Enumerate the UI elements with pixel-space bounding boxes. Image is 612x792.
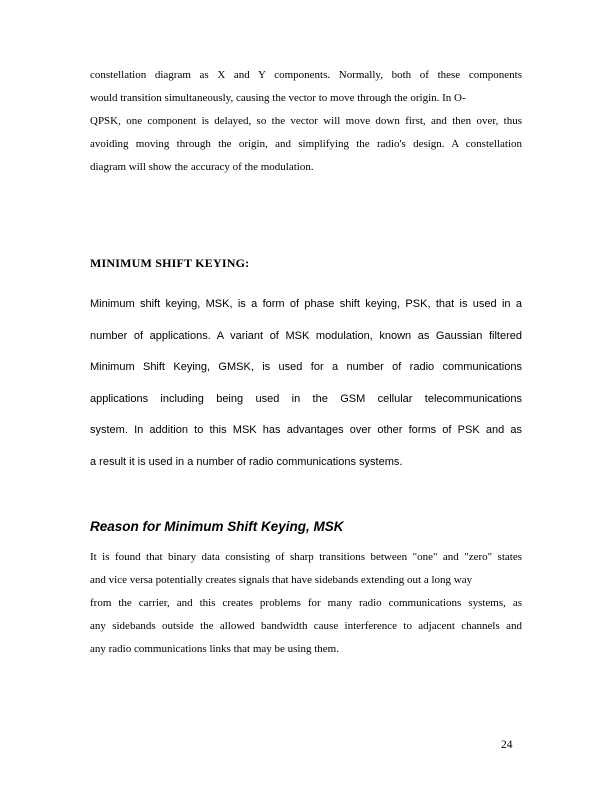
text-line: It is found that binary data consisting of sharp transitions between "one" and "zero" states	[90, 551, 522, 563]
text-line: any sidebands outside the allowed bandwidth cause interference to adjacent channels and	[90, 620, 522, 632]
text-line: applications including being used in the GSM cellular telecommunications	[90, 392, 522, 405]
text-line: avoiding moving through the origin, and simplifying the radio's design. A constellation	[90, 138, 522, 150]
text-line: diagram will show the accuracy of the modulation.	[90, 161, 314, 173]
section-heading-reason-for-msk: Reason for Minimum Shift Keying, MSK	[90, 519, 344, 534]
text-line: number of applications. A variant of MSK modulation, known as Gaussian filtered	[90, 329, 522, 342]
text-line: a result it is used in a number of radio communications systems.	[90, 455, 403, 468]
text-line: Minimum Shift Keying, GMSK, is used for a number of radio communications	[90, 361, 522, 374]
text-line: any radio communications links that may be using them.	[90, 643, 339, 655]
text-line: from the carrier, and this creates problems for many radio communications systems, as	[90, 597, 522, 609]
paragraph-reason	[90, 546, 522, 661]
paragraph-msk	[90, 289, 522, 479]
text-line: would transition simultaneously, causing the vector to move through the origin. In O-	[90, 92, 466, 104]
text-line: constellation diagram as X and Y components. Normally, both of these components	[90, 69, 522, 81]
text-line: system. In addition to this MSK has advantages over other forms of PSK and as	[90, 424, 522, 437]
text-line: Minimum shift keying, MSK, is a form of phase shift keying, PSK, that is used in a	[90, 298, 522, 310]
text-line: QPSK, one component is delayed, so the vector will move down first, and then over, thus	[90, 115, 522, 127]
text-line: and vice versa potentially creates signals that have sidebands extending out a long way	[90, 574, 473, 586]
page-number: 24	[501, 739, 513, 751]
paragraph-oqpsk	[90, 64, 522, 179]
section-heading-minimum-shift-keying: MINIMUM SHIFT KEYING:	[90, 256, 250, 270]
